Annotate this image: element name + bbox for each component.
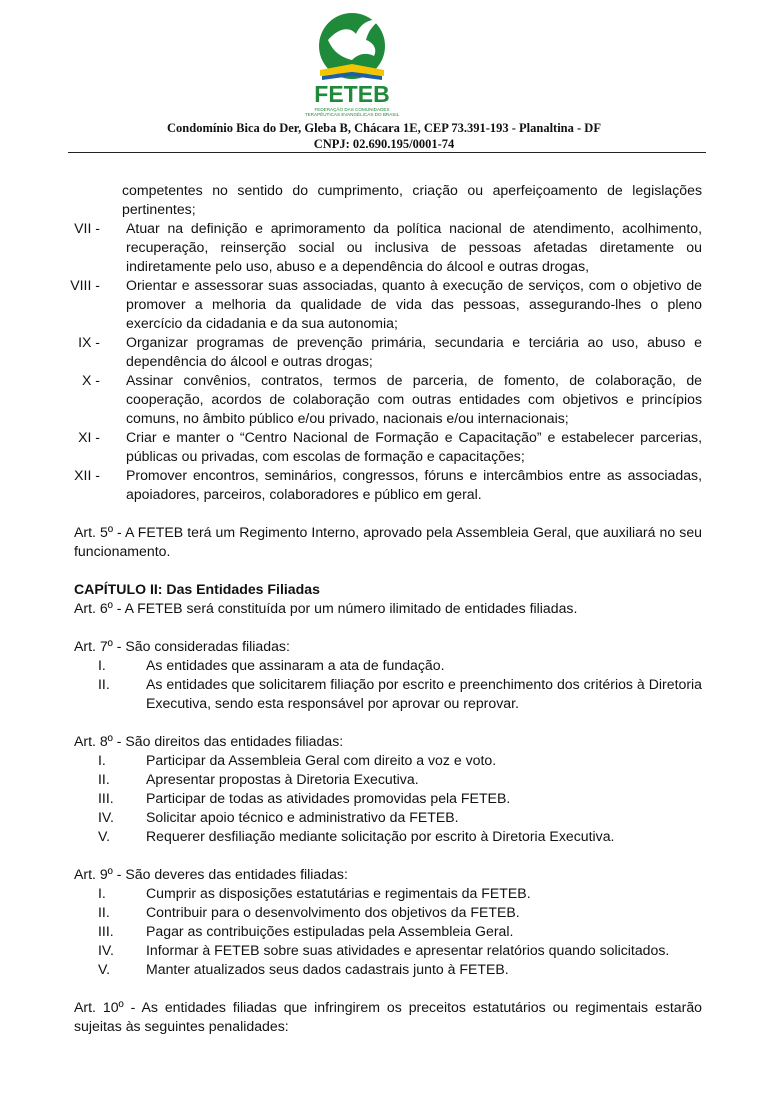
- list-item-text: As entidades que assinaram a ata de fundação.: [146, 657, 445, 673]
- art8-title: Art. 8º - São direitos das entidades filiadas:: [74, 733, 344, 749]
- list-item-text: Contribuir para o desenvolvimento dos objetivos da FETEB.: [146, 904, 520, 920]
- list-item-number: V.: [98, 961, 111, 977]
- list-item: [74, 960, 702, 979]
- list-item: [74, 333, 702, 371]
- list-item-text: Pagar as contribuições estipuladas pela Assembleia Geral.: [146, 923, 514, 939]
- list-item-text: Assinar convênios, contratos, termos de parceria, de fomento, de colaboração, de cooperação, acordos de colaboração com outras entidades com objetivos e princípios comuns, no âmbito público e/ou privado, nacionais e/ou internacionais;: [126, 372, 702, 426]
- list-item-number: IX -: [78, 334, 100, 350]
- list-item-number: I.: [98, 657, 106, 673]
- list-item-text: Solicitar apoio técnico e administrativo da FETEB.: [146, 809, 459, 825]
- list-item-text: Apresentar propostas à Diretoria Executiva.: [146, 771, 419, 787]
- art5-text: Art. 5º - A FETEB terá um Regimento Interno, aprovado pela Assembleia Geral, que auxiliará no seu funcionamento.: [74, 524, 702, 559]
- art9-list: [74, 884, 702, 979]
- list-item-text: Manter atualizados seus dados cadastrais junto à FETEB.: [146, 961, 509, 977]
- list-item-text: Atuar na definição e aprimoramento da política nacional de atendimento, acolhimento, recuperação, reinserção social ou inclusiva de pessoas afetadas diretamente ou indiretamente pelo uso, abuso e a dependência do álcool e outras drogas,: [126, 220, 702, 274]
- list-item-number: III.: [98, 790, 114, 806]
- list-item-number: XII -: [74, 467, 100, 483]
- list-item-number: II.: [98, 676, 110, 692]
- list-item-text: Requerer desfiliação mediante solicitação por escrito à Diretoria Executiva.: [146, 828, 615, 844]
- objectives-list: [70, 219, 702, 504]
- list-item-text: Orientar e assessorar suas associadas, quanto à execução de serviços, com o objetivo de promover a melhoria da qualidade de vida das pessoas, assegurando-lhes o pleno exercício da cidadania e da sua autonomia;: [126, 277, 702, 331]
- list-item: [74, 789, 702, 808]
- header-divider: [68, 152, 706, 153]
- list-item: [74, 675, 702, 713]
- list-item: [74, 428, 702, 466]
- list-item: [74, 770, 702, 789]
- list-item-number: III.: [98, 923, 114, 939]
- list-item-number: X -: [81, 372, 100, 388]
- list-item-text: Cumprir as disposições estatutárias e regimentais da FETEB.: [146, 885, 531, 901]
- art9-title: Art. 9º - São deveres das entidades filiadas:: [74, 866, 348, 882]
- list-item: [74, 808, 702, 827]
- list-item-text: As entidades que solicitarem filiação por escrito e preenchimento dos critérios à Diretoria Executiva, sendo esta responsável por aprovar ou reprovar.: [146, 676, 702, 711]
- list-item-number: VII -: [74, 220, 100, 236]
- list-item: [74, 922, 702, 941]
- list-item: [74, 903, 702, 922]
- list-item-number: VIII -: [70, 277, 100, 293]
- list-item: [74, 751, 702, 770]
- list-item-number: XI -: [78, 429, 100, 445]
- logo-subtitle-1: FEDERAÇÃO DAS COMUNIDADES: [314, 107, 390, 112]
- list-item-number: I.: [98, 885, 106, 901]
- art7-title: Art. 7º - São consideradas filiadas:: [74, 638, 290, 654]
- list-item: [74, 941, 702, 960]
- list-item-text: Promover encontros, seminários, congressos, fóruns e intercâmbios entre as associadas, apoiadores, parceiros, colaboradores e público em geral.: [126, 467, 702, 502]
- art6-text: Art. 6º - A FETEB será constituída por um número ilimitado de entidades filiadas.: [74, 600, 578, 616]
- art8-list: [74, 751, 702, 846]
- list-item: [74, 466, 702, 504]
- list-item-number: IV.: [98, 809, 114, 825]
- list-item: [74, 884, 702, 903]
- list-item-text: Criar e manter o “Centro Nacional de Formação e Capacitação” e estabelecer parcerias, públicas ou privadas, com escolas de formação e capacitações;: [126, 429, 702, 464]
- list-item: [74, 371, 702, 428]
- document-body: [70, 181, 702, 1036]
- art10-text: Art. 10º - As entidades filiadas que infringirem os preceitos estatutários ou regimentais estarão sujeitas às seguintes penalidades:: [74, 999, 702, 1034]
- list-item-number: II.: [98, 771, 110, 787]
- list-item: [74, 219, 702, 276]
- list-item-text: Informar à FETEB sobre suas atividades e apresentar relatórios quando solicitados.: [146, 942, 670, 958]
- header-cnpj: CNPJ: 02.690.195/0001-74: [313, 137, 455, 151]
- header-address: Condomínio Bica do Der, Gleba B, Chácara 1E, CEP 73.391-193 - Planaltina - DF: [167, 121, 601, 135]
- list-item-text: Participar de todas as atividades promovidas pela FETEB.: [146, 790, 511, 806]
- art7-list: [74, 656, 702, 713]
- list-item-number: V.: [98, 828, 111, 844]
- continuation-text: competentes no sentido do cumprimento, criação ou aperfeiçoamento de legislações pertinentes;: [122, 182, 702, 217]
- logo-text: FETEB: [314, 81, 390, 107]
- feteb-logo: [298, 10, 406, 120]
- list-item-number: IV.: [98, 942, 114, 958]
- logo-subtitle-2: TERAPÊUTICAS EVANGÉLICAS DO BRASIL: [304, 112, 400, 117]
- chapter-title: CAPÍTULO II: Das Entidades Filiadas: [74, 581, 320, 597]
- list-item: [74, 827, 702, 846]
- list-item-number: I.: [98, 752, 106, 768]
- list-item-number: II.: [98, 904, 110, 920]
- list-item: [74, 656, 702, 675]
- list-item: [70, 276, 702, 333]
- list-item-text: Organizar programas de prevenção primária, secundaria e terciária ao uso, abuso e dependência do álcool e outras drogas;: [126, 334, 702, 369]
- list-item-text: Participar da Assembleia Geral com direito a voz e voto.: [146, 752, 497, 768]
